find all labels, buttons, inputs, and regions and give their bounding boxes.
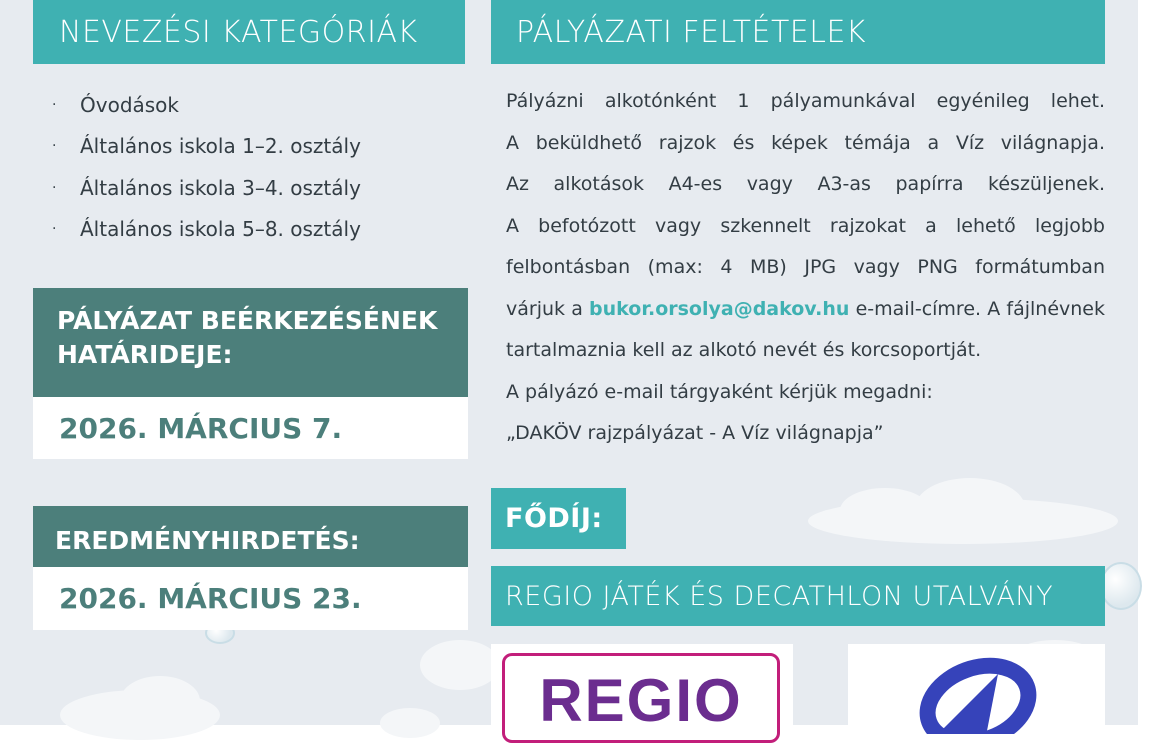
list-item: · Általános iskola 3–4. osztály <box>52 175 361 200</box>
email-link[interactable]: bukor.orsolya@dakov.hu <box>589 297 850 320</box>
deadline-date-box <box>33 397 468 459</box>
deadline-title-line2: HATÁRIDEJE: <box>57 339 233 369</box>
regio-logo <box>502 653 780 743</box>
conditions-line-email: várjuk a bukor.orsolya@dakov.hu e-mail-címre. A fájlnévnek <box>506 297 1105 320</box>
cloud-decoration <box>380 708 440 738</box>
bubble-decoration <box>1100 562 1142 610</box>
conditions-line: Pályázni alkotónként 1 pályamunkával egyénileg lehet. <box>506 90 1105 112</box>
regio-logo-text: REGIO <box>539 667 743 734</box>
list-item: · Általános iskola 5–8. osztály <box>52 217 361 242</box>
list-item: · Általános iskola 1–2. osztály <box>52 134 361 159</box>
results-header <box>33 506 468 567</box>
conditions-line: tartalmaznia kell az alkotó nevét és korcsoportját. <box>506 339 982 361</box>
categories-list <box>52 84 361 250</box>
results-title: EREDMÉNYHIRDETÉS: <box>55 526 360 555</box>
results-date: 2026. MÁRCIUS 23. <box>59 582 362 615</box>
cloud-decoration <box>915 478 1025 538</box>
prize-subtitle-bar <box>491 566 1105 626</box>
bullet-icon: · <box>52 221 57 238</box>
conditions-line: A pályázó e-mail tárgyaként kérjük megadni: <box>506 380 933 403</box>
cloud-decoration <box>840 488 930 533</box>
prize-header <box>491 488 626 549</box>
results-date-box <box>33 567 468 630</box>
decathlon-logo-icon <box>848 644 1105 734</box>
conditions-line: Az alkotások A4-es vagy A3-as papírra készüljenek. <box>506 173 1105 195</box>
deadline-title-line1: PÁLYÁZAT BEÉRKEZÉSÉNEK <box>57 306 438 335</box>
prize-subtitle: REGIO JÁTÉK ÉS DECATHLON UTALVÁNY <box>505 580 1054 612</box>
cloud-decoration <box>420 640 500 690</box>
conditions-line: „DAKÖV rajzpályázat - A Víz világnapja” <box>506 422 884 444</box>
conditions-title: PÁLYÁZATI FELTÉTELEK <box>516 14 867 50</box>
bullet-icon: · <box>52 96 57 113</box>
categories-header <box>33 0 465 64</box>
prize-title: FŐDÍJ: <box>505 503 603 534</box>
conditions-line: A befotózott vagy szkennelt rajzokat a lehető legjobb <box>506 214 1105 237</box>
conditions-text <box>506 81 1105 455</box>
conditions-header <box>491 0 1105 64</box>
cloud-decoration <box>120 676 200 726</box>
categories-title: NEVEZÉSI KATEGÓRIÁK <box>59 14 418 50</box>
deadline-header <box>33 288 468 397</box>
deadline-date: 2026. MÁRCIUS 7. <box>59 411 343 445</box>
conditions-line: felbontásban (max: 4 MB) JPG vagy PNG formátumban <box>506 256 1105 278</box>
list-item: · Óvodások <box>52 92 180 117</box>
bullet-icon: · <box>52 179 57 196</box>
decathlon-logo <box>848 644 1105 734</box>
conditions-line: A beküldhető rajzok és képek témája a Víz világnapja. <box>506 131 1105 154</box>
bullet-icon: · <box>52 138 57 155</box>
